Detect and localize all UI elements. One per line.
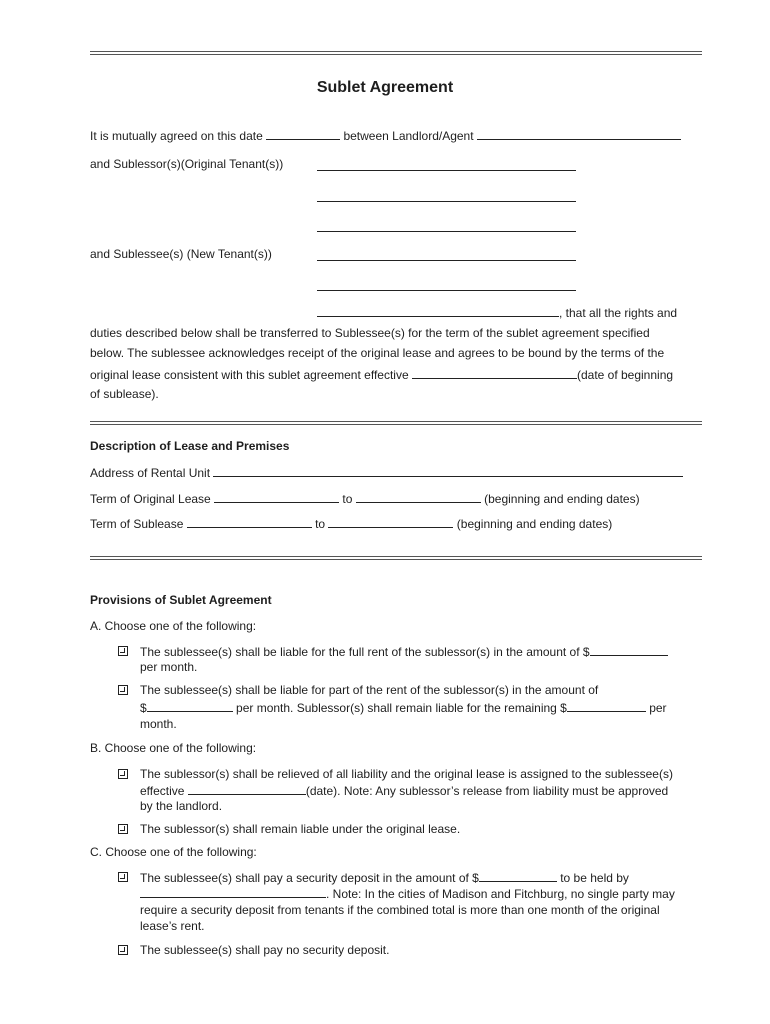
option-c1-suffix: to be held by xyxy=(560,871,629,885)
between-label: between Landlord/Agent xyxy=(343,129,474,143)
option-a1-text: The sublessee(s) shall be liable for the full rent of the sublessor(s) in the amount of $ xyxy=(140,645,590,659)
term-sublease-line xyxy=(90,516,612,531)
sublessor-field-1[interactable] xyxy=(317,170,576,171)
option-c1-line4: lease’s rent. xyxy=(140,919,205,933)
sublessor-label: and Sublessor(s)(Original Tenant(s)) xyxy=(90,157,284,171)
rights-suffix: , that all the rights and xyxy=(559,306,678,320)
landlord-agent-field[interactable] xyxy=(477,128,681,140)
option-a2-line2 xyxy=(140,700,667,715)
original-end-field[interactable] xyxy=(356,491,481,503)
option-a1-line1 xyxy=(140,644,668,659)
dates-note: (beginning and ending dates) xyxy=(484,492,640,506)
to-word: to xyxy=(342,492,353,506)
rights-line xyxy=(317,305,677,320)
sublease-end-field[interactable] xyxy=(328,516,453,528)
original-start-field[interactable] xyxy=(214,491,339,503)
remaining-rent-field[interactable] xyxy=(567,700,646,712)
term-original-line xyxy=(90,491,640,506)
option-c1-line2 xyxy=(140,886,675,901)
option-b1-line3: by the landlord. xyxy=(140,799,223,813)
sublease-start-field[interactable] xyxy=(187,516,312,528)
deposit-amount-field[interactable] xyxy=(479,870,557,882)
option-a1-line2: per month. xyxy=(140,660,198,674)
intro-body-line-3 xyxy=(90,367,673,382)
option-c1-prefix: The sublessee(s) shall pay a security deposit in the amount of $ xyxy=(140,871,479,885)
term-original-label: Term of Original Lease xyxy=(90,492,211,506)
checkbox-b2[interactable] xyxy=(118,824,128,834)
page-title: Sublet Agreement xyxy=(316,79,454,96)
address-label: Address of Rental Unit xyxy=(90,466,211,480)
option-a2-line3: month. xyxy=(140,717,177,731)
deposit-holder-field[interactable] xyxy=(140,886,326,898)
option-c2-line1: The sublessee(s) shall pay no security deposit. xyxy=(140,943,390,957)
section-divider-1 xyxy=(90,421,702,425)
checkbox-c1[interactable] xyxy=(118,872,128,882)
intro-body-line-4: of sublease). xyxy=(90,387,159,401)
agreement-date-field[interactable] xyxy=(266,128,340,140)
provisions-heading: Provisions of Sublet Agreement xyxy=(90,593,272,607)
effective-suffix: (date of beginning xyxy=(576,368,674,382)
sublessee-field-3[interactable] xyxy=(317,305,559,317)
section-b-label: B. Choose one of the following: xyxy=(90,741,257,755)
effective-word: effective xyxy=(140,784,185,798)
intro-date-line xyxy=(90,128,681,143)
section-a-label: A. Choose one of the following: xyxy=(90,619,257,633)
checkbox-c2[interactable] xyxy=(118,945,128,955)
option-b1-line1: The sublessor(s) shall be relieved of all liability and the original lease is assigned to the sublessee(s) xyxy=(140,767,673,781)
option-a2-mid: per month. Sublessor(s) shall remain liable for the remaining $ xyxy=(236,701,567,715)
checkbox-b1[interactable] xyxy=(118,769,128,779)
partial-rent-amount-field[interactable] xyxy=(147,700,233,712)
release-date-field[interactable] xyxy=(188,783,306,795)
to-word: to xyxy=(315,517,326,531)
term-sublease-label: Term of Sublease xyxy=(90,517,184,531)
sublessor-field-2[interactable] xyxy=(317,201,576,202)
option-a2-line1: The sublessee(s) shall be liable for part of the rent of the sublessor(s) in the amount of xyxy=(140,683,599,697)
section-divider-2 xyxy=(90,556,702,560)
option-b1-suffix: (date). Note: Any sublessor’s release from liability must be approved xyxy=(305,784,669,798)
intro-body-line-2: below. The sublessee acknowledges receipt of the original lease and agrees to be bound by the terms of the xyxy=(90,346,665,360)
intro-body-line-1: duties described below shall be transferred to Sublessee(s) for the term of the sublet agreement specified xyxy=(90,326,650,340)
option-c1-line1 xyxy=(140,870,629,885)
section-c-label: C. Choose one of the following: xyxy=(90,845,257,859)
date-prefix: It is mutually agreed on this date xyxy=(90,129,263,143)
checkbox-a2[interactable] xyxy=(118,685,128,695)
option-c1-note: . Note: In the cities of Madison and Fitchburg, no single party may xyxy=(326,887,675,901)
option-a2-end: per xyxy=(649,701,667,715)
dates-note: (beginning and ending dates) xyxy=(456,517,613,531)
option-b2-line1: The sublessor(s) shall remain liable under the original lease. xyxy=(140,822,461,836)
lease-heading: Description of Lease and Premises xyxy=(90,439,290,453)
checkbox-a1[interactable] xyxy=(118,646,128,656)
sublessee-label: and Sublessee(s) (New Tenant(s)) xyxy=(90,247,272,261)
address-line xyxy=(90,465,683,480)
address-field[interactable] xyxy=(213,465,683,477)
top-divider xyxy=(90,51,702,55)
effective-prefix: original lease consistent with this sublet agreement effective xyxy=(90,368,409,382)
sublessee-field-2[interactable] xyxy=(317,290,576,291)
full-rent-amount-field[interactable] xyxy=(590,644,668,656)
effective-date-field[interactable] xyxy=(412,367,577,379)
dollar-sign: $ xyxy=(140,701,147,715)
sublessor-field-3[interactable] xyxy=(317,231,576,232)
sublessee-field-1[interactable] xyxy=(317,260,576,261)
option-b1-line2 xyxy=(140,783,668,798)
option-c1-line3: require a security deposit from tenants if the combined total is more than one month of the original xyxy=(140,903,660,917)
